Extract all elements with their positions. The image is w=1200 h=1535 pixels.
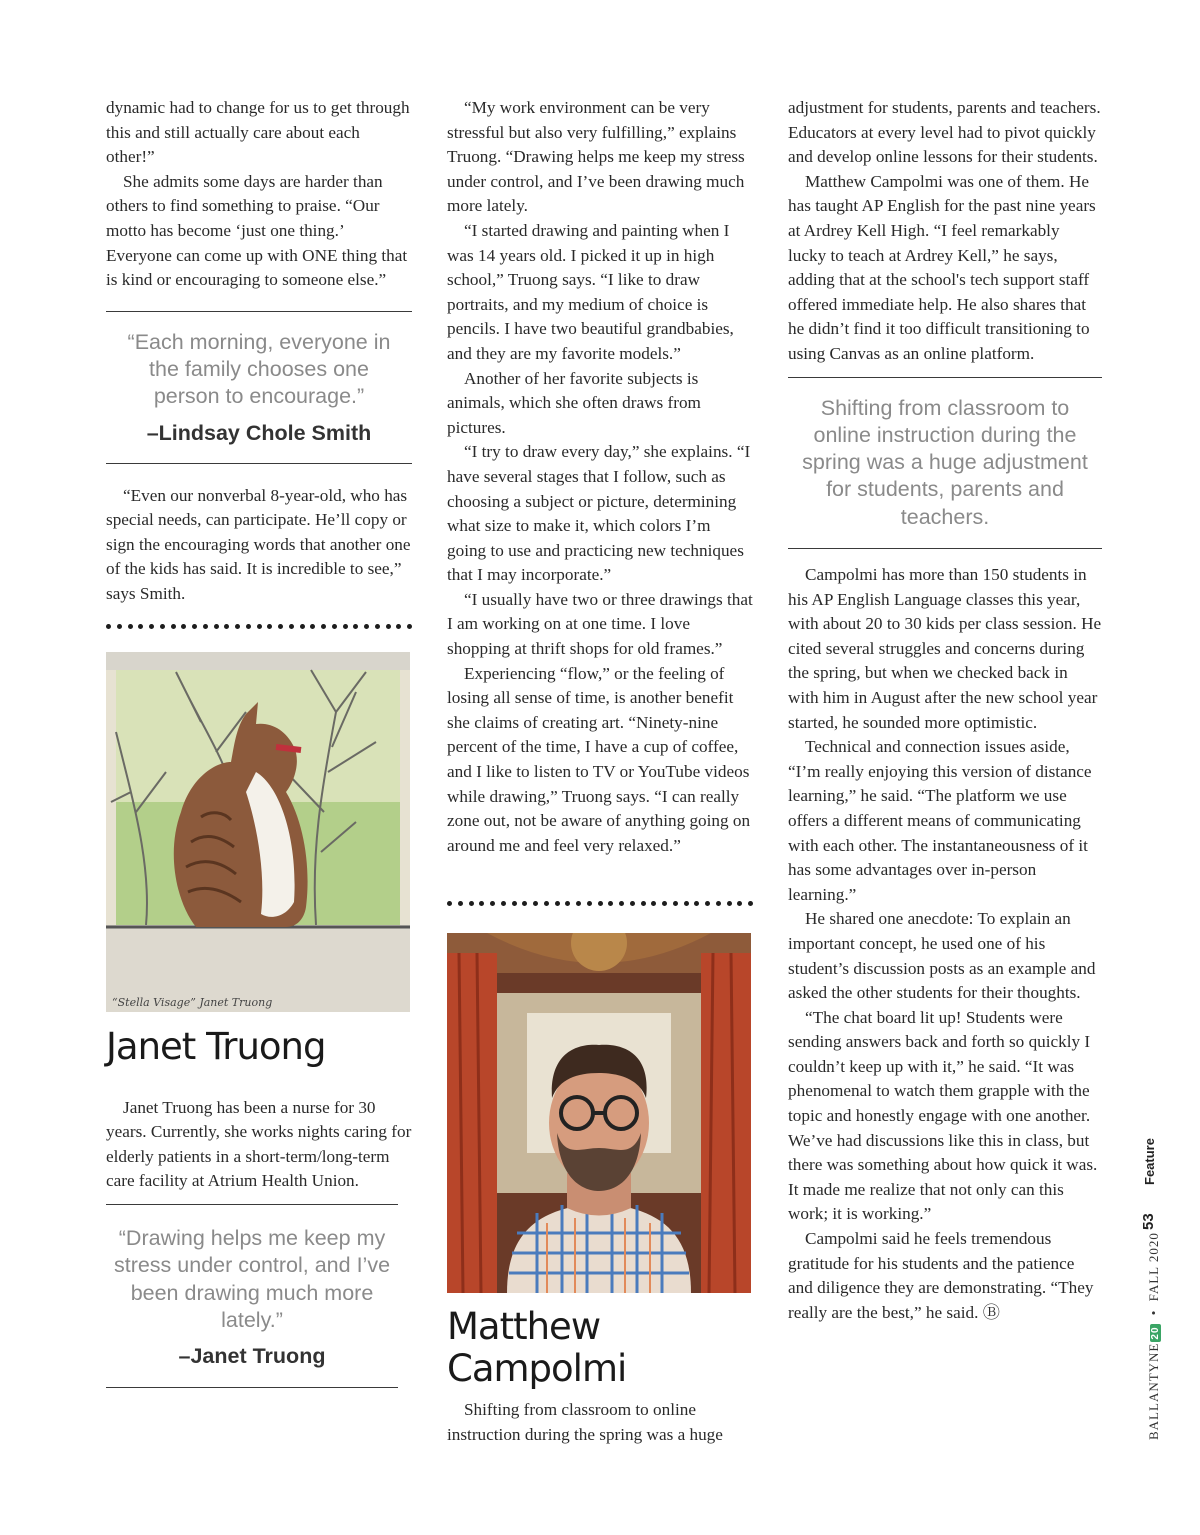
paragraph: Matthew Campolmi was one of them. He has taught AP English for the past nine years at Ardrey Kell High. “I feel remarkably lucky to teach at Ardrey Kell,” he says, adding that at the school's tech support staff offered immediate help. He also shares that he didn’t find it too difficult transitioning to using Canvas as an online platform.: [788, 171, 1096, 363]
dot: [321, 624, 326, 629]
paragraph: “I try to draw every day,” she explains. “I have several stages that I follow, such as choosing a subject or picture, determining what size to make it, which colors I’m going to use and practicing new techniques that I may incorporate.”: [447, 442, 751, 585]
page-footer: [1126, 1105, 1166, 1445]
paragraph: Technical and connection issues aside, “I’m really enjoying this version of distance learning,” he said. “The platform we use offers a different means of communicating with each other. The instantaneousness of it has some advantages over in-person learning.”: [788, 737, 1092, 904]
column-1: [106, 96, 412, 1388]
separator: •: [1146, 1309, 1161, 1316]
paragraph: Campolmi has more than 150 students in his AP English Language classes this year, with about 20 to 30 kids per class session. He cited several struggles and concerns during the spring, but when we checked back in with him in August after the new school year started, he sounded more optimistic.: [788, 565, 1102, 732]
column-2: [447, 96, 753, 1444]
profile-name-heading: Janet Truong: [106, 1024, 326, 1068]
pull-quote-attribution: –Lindsay Chole Smith: [146, 420, 372, 445]
paragraph: “My work environment can be very stressful but also very fulfilling,” explains Truong. “Drawing helps me keep my stress under control, and I’ve been drawing much more lately.: [447, 98, 745, 216]
divider: [788, 548, 1102, 549]
dot: [310, 624, 315, 629]
pull-quote-text: Shifting from classroom to online instruction during the spring was a huge adjustment for students, parents and teachers.: [802, 395, 1088, 529]
dot: [555, 901, 560, 906]
dot: [138, 624, 143, 629]
dot: [160, 624, 165, 629]
dot: [364, 624, 369, 629]
paragraph: “Even our nonverbal 8-year-old, who has special needs, can participate. He’ll copy or sign the encouraging words that another one of the kids has said. It is incredible to see,” says Smith.: [106, 485, 411, 604]
dot: [300, 624, 305, 629]
dot: [641, 901, 646, 906]
dot: [737, 901, 742, 906]
dot: [576, 901, 581, 906]
paragraph: dynamic had to change for us to get through this and still actually care about each other!”: [106, 98, 410, 167]
dot: [375, 624, 380, 629]
body-text-block: [106, 484, 412, 607]
dot: [224, 624, 229, 629]
dot: [630, 901, 635, 906]
dot: [246, 624, 251, 629]
paragraph: “I started drawing and painting when I was 14 years old. I picked it up in high school,” Truong says. “I like to draw portraits, and my medium of choice is pencils. I have two beautiful grandbabies, and they are my favorite models.”: [447, 220, 734, 363]
dot: [171, 624, 176, 629]
column-3: [788, 96, 1102, 1325]
section-label: Feature: [1142, 1138, 1157, 1185]
dot: [407, 624, 412, 629]
dot: [694, 901, 699, 906]
dot: [386, 624, 391, 629]
dot: [458, 901, 463, 906]
dot: [343, 624, 348, 629]
body-text-block: [447, 96, 753, 858]
dot: [106, 624, 111, 629]
dot: [257, 624, 262, 629]
dot: [128, 624, 133, 629]
dot: [533, 901, 538, 906]
cat-drawing-image: [106, 652, 410, 1012]
end-mark-icon: Ⓑ: [982, 1302, 1000, 1322]
dot: [117, 624, 122, 629]
dot: [353, 624, 358, 629]
dot: [522, 901, 527, 906]
dot: [289, 624, 294, 629]
dot: [149, 624, 154, 629]
dot: [278, 624, 283, 629]
dot: [490, 901, 495, 906]
pull-quote-text: “Drawing helps me keep my stress under control, and I’ve been drawing much more lately.”: [113, 1225, 391, 1332]
paragraph: Shifting from classroom to online instruction during the spring was a huge: [447, 1400, 723, 1444]
issue-date: FALL 2020: [1146, 1232, 1161, 1302]
dot: [479, 901, 484, 906]
dot: [587, 901, 592, 906]
body-text-block: [447, 1398, 753, 1447]
dot: [716, 901, 721, 906]
footer-issue-line: [1146, 1232, 1162, 1440]
dot: [662, 901, 667, 906]
paragraph: She admits some days are harder than others to find something to praise. “Our motto has become ‘just one thing.’ Everyone can come up with ONE thing that is kind or encouraging to someone else.”: [106, 171, 408, 290]
paragraph-text: Campolmi said he feels tremendous gratitude for his students and the patience and diligence they are demonstrating. “They really are the best,” he said.: [788, 1229, 1094, 1322]
artwork-signature: “Stella Visage” Janet Truong: [112, 995, 273, 1009]
dot: [727, 901, 732, 906]
paragraph: [788, 1227, 1102, 1325]
divider: [106, 463, 412, 464]
dot: [619, 901, 624, 906]
dot: [181, 624, 186, 629]
dot: [512, 901, 517, 906]
dot: [705, 901, 710, 906]
paragraph: He shared one anecdote: To explain an important concept, he used one of his student’s discussion posts as an example and asked the other students for their thoughts.: [788, 909, 1096, 1003]
dot: [748, 901, 753, 906]
paragraph: adjustment for students, parents and teachers. Educators at every level had to pivot quickly and develop online lessons for their students.: [788, 98, 1101, 167]
dot: [396, 624, 401, 629]
dotted-divider: [106, 624, 412, 632]
name-line: Campolmi: [447, 1347, 627, 1390]
body-text-block: [788, 563, 1102, 1325]
dotted-divider: [447, 901, 753, 909]
pull-quote: [106, 312, 412, 463]
pull-quote-attribution: –Janet Truong: [178, 1344, 326, 1369]
body-text-block: [106, 1096, 412, 1194]
body-text-block: [788, 96, 1102, 367]
paragraph: Janet Truong has been a nurse for 30 years. Currently, she works nights caring for elderly patients in a short-term/long-term care facility at Atrium Health Union.: [106, 1097, 412, 1191]
dot: [332, 624, 337, 629]
profile-name-heading: [447, 1306, 626, 1390]
dot: [192, 624, 197, 629]
dot: [203, 624, 208, 629]
name-line: Matthew: [447, 1305, 601, 1348]
pull-quote: [106, 1205, 398, 1387]
dot: [267, 624, 272, 629]
dot: [544, 901, 549, 906]
dot: [235, 624, 240, 629]
body-text-block: [106, 96, 412, 293]
dot: [598, 901, 603, 906]
magazine-name: BALLANTYNE: [1146, 1342, 1161, 1440]
pull-quote-text: “Each morning, everyone in the family chooses one person to encourage.”: [127, 329, 391, 409]
dot: [673, 901, 678, 906]
dot: [214, 624, 219, 629]
dot: [565, 901, 570, 906]
magazine-badge: 20: [1150, 1326, 1161, 1340]
dot: [684, 901, 689, 906]
portrait-photo: [447, 933, 751, 1293]
pull-quote: [788, 378, 1102, 548]
paragraph: “The chat board lit up! Students were sending answers back and forth so quickly I couldn’t keep up with it,” he said. “It was phenomenal to watch them grapple with the topic and honestly engage with one another. We’ve had discussions like this in class, but there was something about how quick it was. It made me realize that not only can this work; it is working.”: [788, 1007, 1098, 1224]
dot: [608, 901, 613, 906]
paragraph: Experiencing “flow,” or the feeling of losing all sense of time, is another benefit she claims of creating art. “Ninety-nine percent of the time, I have a cup of coffee, and I like to listen to TV or YouTube videos while drawing,” Truong says. “I can really zone out, not be aware of anything going on around me and feel very relaxed.”: [447, 663, 751, 855]
dot: [651, 901, 656, 906]
dot: [447, 901, 452, 906]
paragraph: “I usually have two or three drawings that I am working on at one time. I love shopping at thrift shops for old frames.”: [447, 589, 753, 659]
dot: [469, 901, 474, 906]
dot: [501, 901, 506, 906]
divider: [106, 1387, 398, 1388]
page-number: 53: [1140, 1213, 1157, 1230]
paragraph: Another of her favorite subjects is animals, which she often draws from pictures.: [447, 368, 701, 437]
